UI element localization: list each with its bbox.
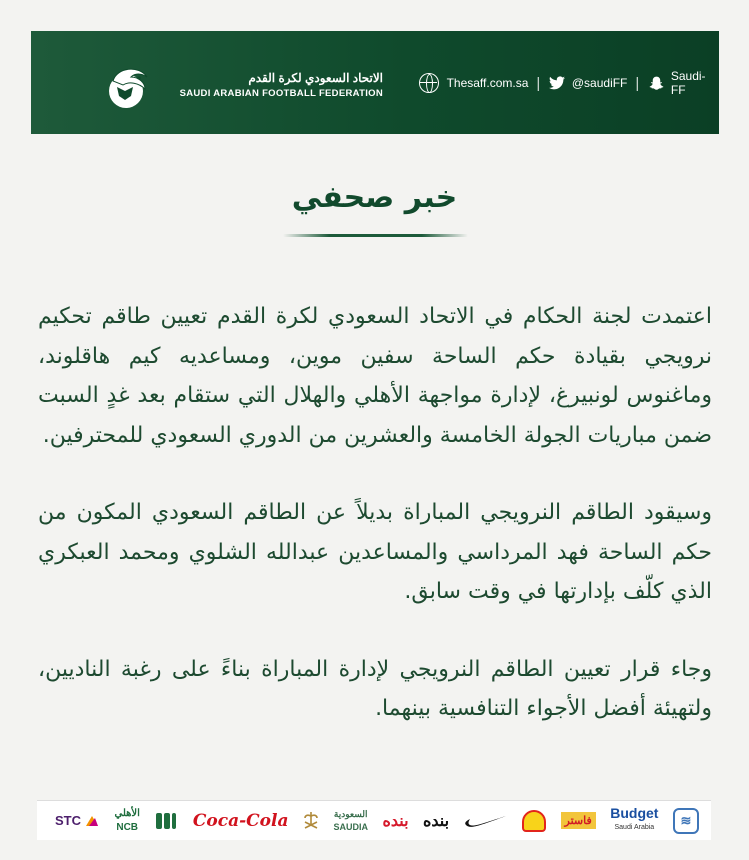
bandah-label-1: بنده	[382, 812, 409, 830]
twitter-icon	[548, 74, 566, 92]
page-title: خبر صحفي	[291, 180, 458, 215]
snapchat-icon	[647, 74, 665, 92]
social-links	[419, 71, 719, 95]
header-banner	[31, 31, 719, 134]
saudia-label-ar: السعودية	[333, 809, 368, 819]
alahli-label-ar: الأهلي	[114, 808, 140, 819]
wave-logo-icon: ≋	[673, 808, 699, 834]
cocacola-label: Coca-Cola	[192, 810, 289, 831]
stc-logo	[55, 813, 100, 828]
title-divider	[283, 234, 468, 237]
federation-name-arabic: الاتحاد السعودي لكرة القدم	[248, 71, 383, 85]
palm-swords-icon	[303, 810, 319, 832]
federation-name	[167, 71, 383, 99]
separator: |	[635, 74, 640, 92]
title-container	[0, 180, 749, 215]
nike-swoosh-icon	[464, 813, 508, 829]
alahli-mark-icon	[154, 810, 178, 832]
saff-falcon-logo	[95, 57, 157, 119]
budget-sublabel: Saudi Arabia	[614, 824, 655, 831]
twitter-handle[interactable]: @saudiFF	[571, 76, 628, 90]
budget-label: Budget	[610, 805, 659, 821]
sponsors-bar	[37, 800, 711, 840]
snapchat-handle[interactable]: Saudi-FF	[670, 69, 706, 97]
alahli-label-en: NCB	[116, 822, 139, 833]
fast-label: فاستر	[564, 815, 592, 827]
fast-logo	[561, 812, 596, 829]
paragraph-2: وسيقود الطاقم النرويجي المباراة بديلاً عن الطاقم السعودي المكون من حكم الساحة فهد المرداسي والمساعدين عبدالله الشلوي ومحمد العبكري الذي كلّف بإدارتها في وقت سابق.	[38, 500, 712, 604]
bandah-logo-2	[423, 811, 449, 831]
saudia-label-en: SAUDIA	[333, 822, 368, 832]
shell-logo-icon	[522, 810, 546, 832]
cocacola-logo	[193, 811, 289, 831]
website-link[interactable]: Thesaff.com.sa	[446, 76, 529, 90]
globe-icon	[419, 73, 439, 93]
paragraph-1: اعتمدت لجنة الحكام في الاتحاد السعودي لكرة القدم تعيين طاقم تحكيم نرويجي بقيادة حكم الساحة سفين موين، ومساعديه كيم هاقلوند، وماغنوس لونبيرغ، لإدارة مواجهة الأهلي والهلال التي ستقام بعد غدٍ السبت ضمن مباريات الجولة الخامسة والعشرين من الدوري السعودي للمحترفين.	[38, 304, 712, 448]
saudia-logo	[333, 809, 368, 832]
paragraph-3: وجاء قرار تعيين الطاقم النرويجي لإدارة المباراة بناءً على رغبة الناديين، ولتهيئة أفضل الأجواء التنافسية بينهما.	[38, 656, 712, 721]
stc-label: STC	[55, 813, 81, 828]
bandah-logo	[382, 811, 408, 831]
budget-logo	[610, 807, 658, 834]
alahli-logo	[114, 808, 139, 833]
separator: |	[536, 74, 541, 92]
bandah-label-2: بنده	[423, 812, 450, 830]
federation-name-english: SAUDI ARABIAN FOOTBALL FEDERATION	[179, 88, 383, 99]
stc-mark-icon	[84, 814, 100, 828]
press-release-body	[38, 297, 712, 767]
